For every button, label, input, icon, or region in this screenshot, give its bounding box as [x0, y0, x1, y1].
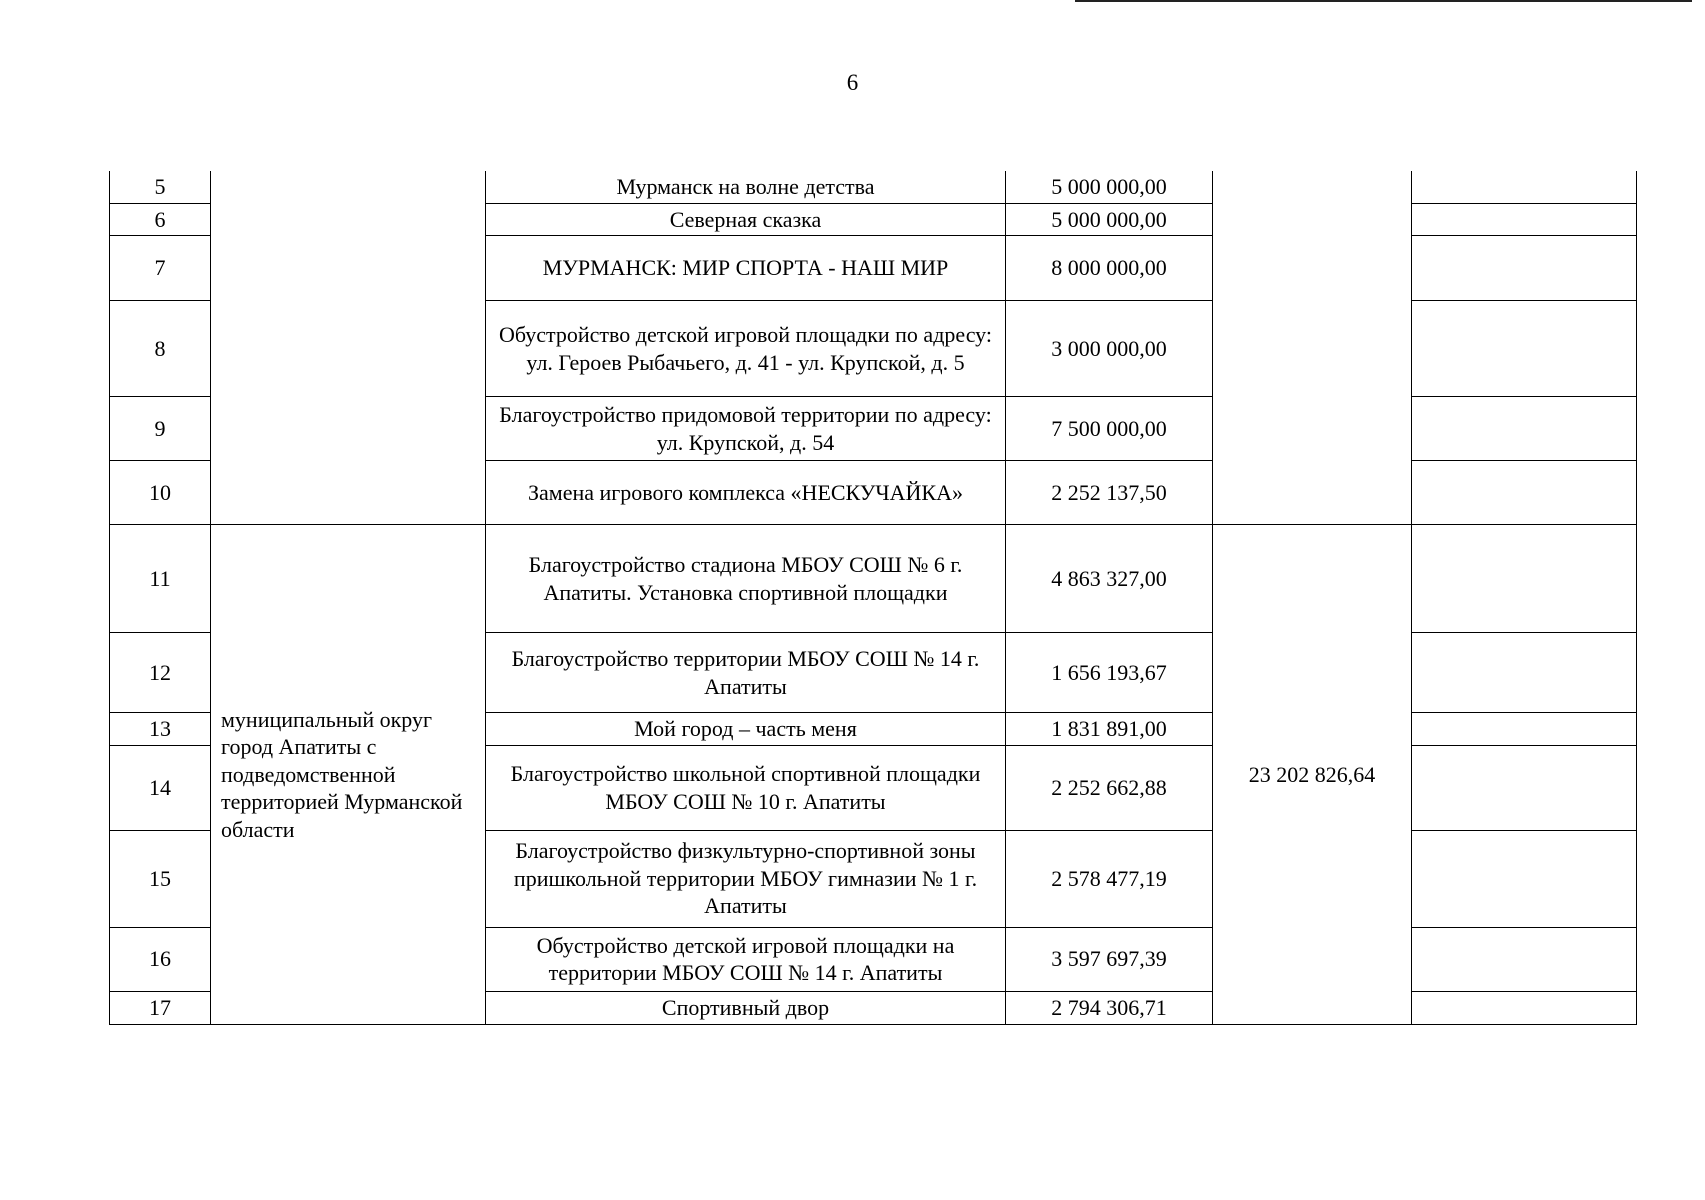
- empty-cell: [1412, 525, 1637, 633]
- row-number: 10: [110, 461, 211, 525]
- empty-cell: [1412, 203, 1637, 236]
- municipality-total: 23 202 826,64: [1213, 525, 1412, 1025]
- empty-cell: [1412, 236, 1637, 301]
- project-name: Северная сказка: [486, 203, 1006, 236]
- project-name: Спортивный двор: [486, 991, 1006, 1024]
- row-number: 11: [110, 525, 211, 633]
- project-name: Благоустройство физкультурно-спортивной зоны пришкольной территории МБОУ гимназии № 1 г. Апатиты: [486, 830, 1006, 927]
- empty-cell: [1412, 991, 1637, 1024]
- amount: 2 578 477,19: [1006, 830, 1213, 927]
- project-name: Обустройство детской игровой площадки на территории МБОУ СОШ № 14 г. Апатиты: [486, 927, 1006, 991]
- empty-cell: [1412, 633, 1637, 713]
- amount: 5 000 000,00: [1006, 203, 1213, 236]
- row-number: 7: [110, 236, 211, 301]
- amount: 3 597 697,39: [1006, 927, 1213, 991]
- amount: 1 656 193,67: [1006, 633, 1213, 713]
- table-row: [110, 525, 1637, 633]
- amount: 5 000 000,00: [1006, 171, 1213, 203]
- row-number: 12: [110, 633, 211, 713]
- empty-cell: [1412, 301, 1637, 397]
- row-number: 17: [110, 991, 211, 1024]
- row-number: 14: [110, 745, 211, 830]
- empty-cell: [1412, 461, 1637, 525]
- project-name: Благоустройство территории МБОУ СОШ № 14 г. Апатиты: [486, 633, 1006, 713]
- project-name: Благоустройство школьной спортивной площадки МБОУ СОШ № 10 г. Апатиты: [486, 745, 1006, 830]
- amount: 2 252 137,50: [1006, 461, 1213, 525]
- project-name: Мой город – часть меня: [486, 713, 1006, 746]
- project-name: Замена игрового комплекса «НЕСКУЧАЙКА»: [486, 461, 1006, 525]
- row-number: 15: [110, 830, 211, 927]
- amount: 2 252 662,88: [1006, 745, 1213, 830]
- amount: 1 831 891,00: [1006, 713, 1213, 746]
- row-number: 8: [110, 301, 211, 397]
- amount: 3 000 000,00: [1006, 301, 1213, 397]
- amount: 8 000 000,00: [1006, 236, 1213, 301]
- row-number: 16: [110, 927, 211, 991]
- empty-cell: [1412, 713, 1637, 746]
- page-number: 6: [846, 70, 859, 95]
- row-number: 9: [110, 397, 211, 461]
- empty-cell: [1412, 745, 1637, 830]
- empty-cell: [1412, 397, 1637, 461]
- grants-table: [109, 171, 1637, 1025]
- project-name: Благоустройство стадиона МБОУ СОШ № 6 г. Апатиты. Установка спортивной площадки: [486, 525, 1006, 633]
- row-number: 5: [110, 171, 211, 203]
- row-number: 6: [110, 203, 211, 236]
- amount: 7 500 000,00: [1006, 397, 1213, 461]
- project-name: МУРМАНСК: МИР СПОРТА - НАШ МИР: [486, 236, 1006, 301]
- project-name: Обустройство детской игровой площадки по адресу: ул. Героев Рыбачьего, д. 41 - ул. Крупской, д. 5: [486, 301, 1006, 397]
- empty-cell: [1412, 830, 1637, 927]
- amount: 2 794 306,71: [1006, 991, 1213, 1024]
- empty-cell: [1412, 927, 1637, 991]
- table-row: [110, 171, 1637, 203]
- total-cell-murmansk: [1213, 171, 1412, 525]
- empty-cell: [1412, 171, 1637, 203]
- municipality-cell-murmansk: [211, 171, 486, 525]
- project-name: Благоустройство придомовой территории по адресу: ул. Крупской, д. 54: [486, 397, 1006, 461]
- project-name: Мурманск на волне детства: [486, 171, 1006, 203]
- municipality-name: муниципальный округ город Апатиты с подведомственной территорией Мурманской области: [211, 525, 486, 1025]
- row-number: 13: [110, 713, 211, 746]
- amount: 4 863 327,00: [1006, 525, 1213, 633]
- top-rule: [1075, 0, 1692, 2]
